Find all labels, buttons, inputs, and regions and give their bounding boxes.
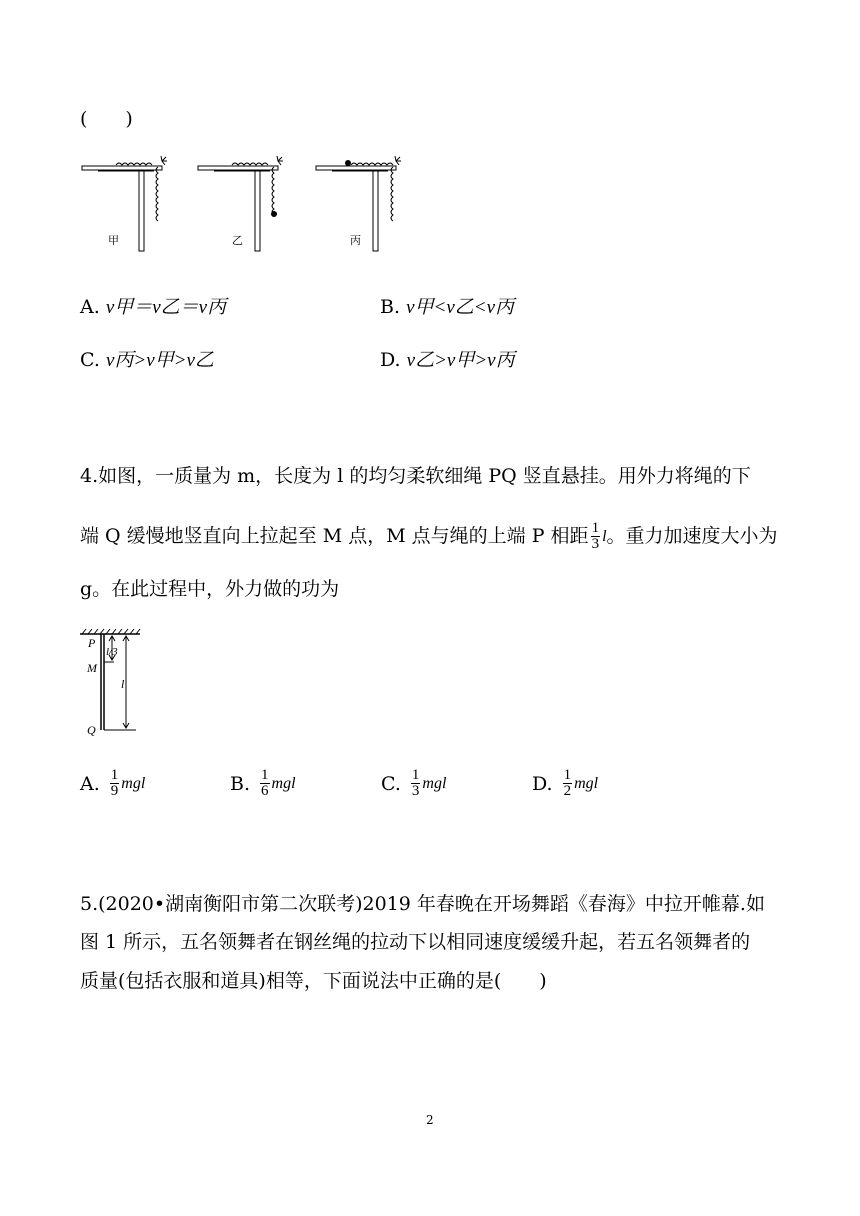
q3-option-a[interactable] — [80, 292, 226, 319]
option-fraction — [260, 768, 270, 799]
chain-figure — [78, 150, 438, 260]
q4-option-d[interactable] — [532, 768, 598, 799]
fraction-numerator: 1 — [411, 767, 420, 783]
page-number: 2 — [426, 1113, 434, 1127]
label-yi: 乙 — [232, 234, 243, 247]
q3-option-d[interactable] — [380, 345, 515, 372]
option-expression: mgl — [271, 774, 296, 792]
q5-line-1: 5.(2020•湖南衡阳市第二次联考)2019 年春晚在开场舞蹈《春海》中拉开帷幕.如 — [80, 893, 765, 915]
option-letter: D. — [380, 349, 401, 371]
option-letter: B. — [230, 772, 251, 795]
q4-line-2-b: 。重力加速度大小为 — [606, 525, 778, 547]
option-letter: A. — [80, 296, 100, 318]
q4-option-b[interactable] — [230, 768, 296, 799]
fraction-denominator: 3 — [591, 536, 600, 552]
q3-option-b[interactable] — [380, 292, 514, 319]
var-l: l — [602, 528, 607, 545]
fraction-numerator: 1 — [563, 767, 572, 783]
answer-blank: ( ) — [80, 108, 133, 130]
option-letter: C. — [381, 772, 401, 795]
rope-figure — [76, 626, 146, 738]
label-bing: 丙 — [350, 234, 361, 247]
option-text: v丙>v甲>v乙 — [105, 350, 214, 371]
fraction-numerator: 1 — [110, 767, 119, 783]
label-q: Q — [87, 723, 96, 737]
q4-option-c[interactable] — [381, 768, 446, 799]
fraction-denominator: 6 — [261, 783, 269, 799]
label-l: l — [121, 677, 125, 691]
option-fraction — [110, 768, 120, 799]
q4-line-3: g。在此过程中，外力做的功为 — [80, 578, 340, 600]
fraction-denominator: 2 — [563, 783, 572, 799]
q5-line-2: 图 1 所示，五名领舞者在钢丝绳的拉动下以相同速度缓缓升起，若五名领舞者的 — [80, 931, 751, 953]
option-text: v甲<v乙<v丙 — [406, 297, 515, 318]
label-m: M — [87, 661, 97, 675]
q3-option-c[interactable] — [80, 345, 214, 372]
fraction-numerator: 1 — [261, 767, 269, 783]
fraction-one-third — [591, 521, 601, 552]
q4-line-1: 4.如图，一质量为 m，长度为 l 的均匀柔软细绳 PQ 竖直悬挂。用外力将绳的下 — [80, 465, 751, 487]
label-p: P — [88, 636, 96, 650]
q4-option-a[interactable] — [80, 768, 145, 799]
option-expression: mgl — [574, 774, 599, 792]
option-expression: mgl — [422, 774, 447, 792]
fraction-numerator: 1 — [591, 520, 600, 536]
option-letter: C. — [80, 349, 100, 371]
option-fraction — [411, 768, 421, 799]
option-expression: mgl — [121, 774, 146, 792]
q4-line-2 — [80, 521, 778, 552]
option-letter: D. — [532, 772, 553, 795]
fraction-denominator: 3 — [411, 783, 420, 799]
option-text: v乙>v甲>v丙 — [406, 350, 515, 371]
option-letter: A. — [80, 772, 100, 795]
q5-line-3: 质量(包括衣服和道具)相等，下面说法中正确的是( ) — [80, 970, 547, 992]
q4-line-2-a: 端 Q 缓慢地竖直向上拉起至 M 点，M 点与绳的上端 P 相距 — [80, 525, 589, 547]
label-l3: l/3 — [106, 646, 118, 658]
option-letter: B. — [380, 296, 401, 318]
option-text: v甲＝v乙＝v丙 — [105, 297, 227, 318]
option-fraction — [563, 768, 573, 799]
diagram-jia — [82, 156, 167, 251]
fraction-denominator: 9 — [110, 783, 119, 799]
label-jia: 甲 — [108, 234, 119, 247]
